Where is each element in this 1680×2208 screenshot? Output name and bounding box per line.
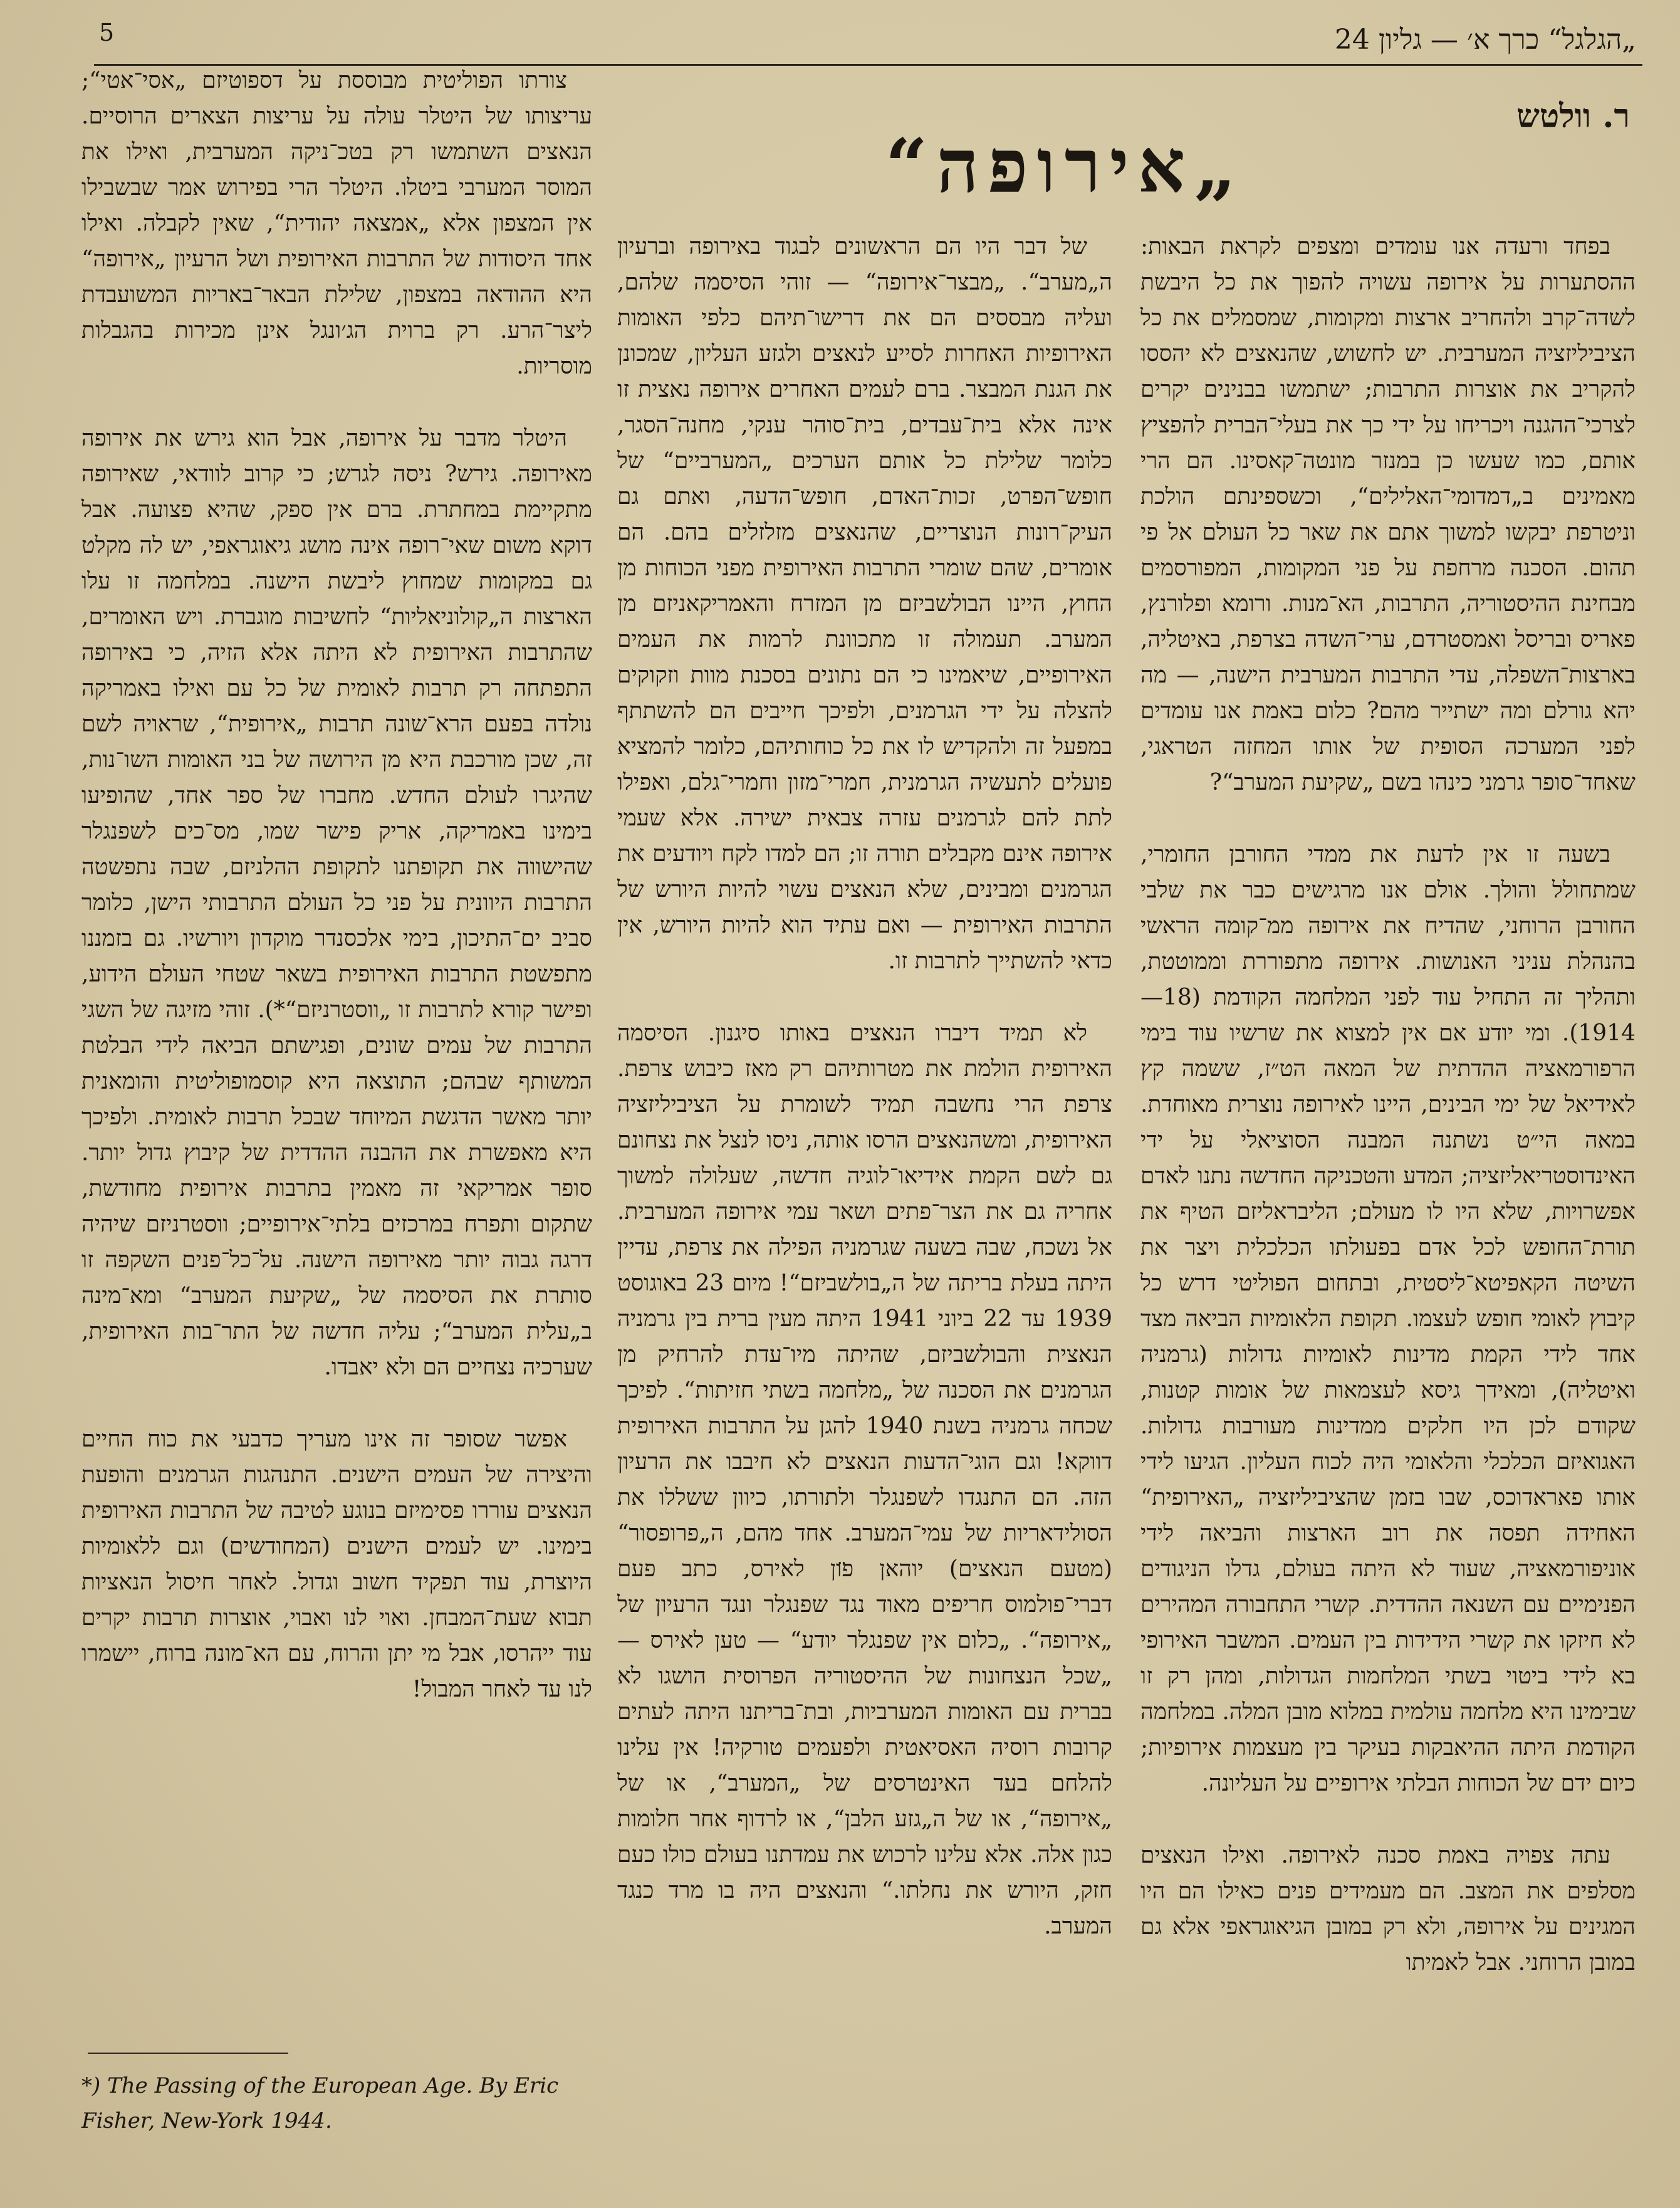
article-author: ר. וולטש: [1516, 97, 1630, 135]
page-number: 5: [99, 19, 115, 46]
paragraph: בשעה זו אין לדעת את ממדי החורבן החומרי, שמתחולל והולך. אולם אנו מרגישים כבר את שלבי החורבן הרוחני, שהדיח את אירופה ממ־קומה הראשי בהנהלת עניני האנושות. אירופה מתפוררת וממוטטת, ותהליך זה התחיל עוד לפני המלחמה הקודמת (18—1914). ומי יודע אם אין למצוא את שרשיו עוד בימי הרפורמאציה ההדתית של המאה הט״ז, ששמה קץ לאידיאל של ימי הבינים, היינו לאירופה נוצרית מאוחדת. במאה הי״ט נשתנה המבנה הסוציאלי על ידי האינדוסטריאליזציה; המדע והטכניקה החדשה נתנו לאדם אפשרויות, שלא היו לו מעולם; הליבראליזם הטיף את תורת־החופש לכל אדם בפעולתו הכלכלית ויצר את השיטה הקאפיטא־ליסטית, ובתחום הפוליטי דרש כל קיבוץ לאומי חופש לעצמו. תקופת הלאומיות הביאה מצד אחד לידי הקמת מדינות לאומיות גדולות (גרמניה ואיטליה), ומאידך גיסא לעצמאות של אומות קטנות, שקודם לכן היו חלקים ממדינות מעורבות גדולות. האגואיזם הכלכלי והלאומי היה לכוח העליון. הגיעו לידי אותו פאראדוכס, שבו בזמן שהציביליזציה „האירופית“ האחידה תפסה את רוב הארצות והביאה לידי אוניפורמאציה, שעוד לא היתה בעולם, גדלו הניגודים הפנימיים עם השנאה ההדדית. קשרי התחבורה המהירים לא חיזקו את קשרי הידידות בין העמים. המשבר האירופי בא לידי ביטוי בשתי המלחמות הגדולות, ומהן רק זו שבימינו היא מלחמה עולמית במלוא מובן המלה. במלחמה הקודמת היתה ההיאבקות בעיקר בין מעצמות אירופיות; כיום ידם של הכוחות הבלתי אירופיים על העליונה.: [1140, 842, 1636, 1796]
paragraph: עתה צפויה באמת סכנה לאירופה. ואילו הנאצים מסלפים את המצב. הם מעמידים פנים כאילו הם היו המגינים על אירופה, ולא רק במובן הגיאוגראפי אלא גם במובן הרוחני. אבל לאמיתו: [1140, 1843, 1636, 1975]
running-head: „הגלגל“ כרך א׳ — גליון 24: [1334, 24, 1636, 56]
paragraph: היטלר מדבר על אירופה, אבל הוא גירש את אירופה מאירופה. גירש? ניסה לגרש; כי קרוב לוודאי, שאירופה מתקיימת במחתרת. ברם אין ספק, שהיא פצועה. אבל דוקא משום שאי־רופה אינה מושג גיאוגראפי, יש לה מקלט גם במקומות שמחוץ ליבשת הישנה. במלחמה זו עלו הארצות ה„קולוניאליות“ לחשיבות מוגברת. ויש האומרים, שהתרבות האירופית לא היתה אלא הזיה, כי באירופה התפתחה רק תרבות לאומית של כל עם ואילו באמריקה נולדה בפעם הרא־שונה תרבות „אירופית“, שראויה לשם זה, שכן מורכבת היא מן הירושה של בני האומות השו־נות, שהיגרו לעולם החדש. מחברו של ספר אחד, שהופיעו בימינו באמריקה, אריק פישר שמו, מס־כים לשפנגלר שהישווה את תקופתנו לתקופת ההלניזם, שבה נתפשטה התרבות היוונית על פני כל העולם התרבותי הישן, כלומר סביב ים־התיכון, בימי אלכסנדר מוקדון ויורשיו. גם בזמננו מתפשטת התרבות האירופית בשאר שטחי העולם הידוע, ופישר קורא לתרבות זו „ווסטרניזם“*). זוהי מזיגה של השגי התרבות של עמים שונים, ופגישתם הביאה לידי הבלטת המשותף שבהם; התוצאה היא קוסמופוליטית והומאנית יותר מאשר הדגשת המיוחד שבכל תרבות לאומית. ולפיכך היא מאפשרת את ההבנה ההדדית של קיבוץ גדול יותר. סופר אמריקאי זה מאמין בתרבות אירופית מחודשת, שתקום ותפרח במרכזים בלתי־אירופיים; ווסטרניזם שיהיה דרגה גבוה יותר מאירופה הישנה. על־כל־פנים השקפה זו סותרת את הסיסמה של „שקיעת המערב“ ומא־מינה ב„עלית המערב“; עליה חדשה של התר־בות האירופית, שערכיה נצחיים הם ולא יאבדו.: [81, 426, 592, 1380]
text-column-left: [81, 63, 592, 1707]
footnote-divider: [88, 2053, 288, 2054]
paragraph: בפחד ורעדה אנו עומדים ומצפים לקראת הבאות: ההסתערות על אירופה עשויה להפוך את כל היבשת לשדה־קרב ולהחריב ארצות ומקומות, שמסמלים את כל הציביליזציה המערבית. יש לחשוש, שהנאצים לא יהססו להקריב את אוצרות התרבות; ישתמשו בבנינים יקרים לצרכי־ההגנה ויכריחו על ידי כך את בעלי־הברית להפציץ אותם, כמו שעשו כן במנזר מונטה־קאסינו. הם הרי מאמינים ב„דמדומי־האלילים“, וכשספינתם הולכת וניטרפת יבקשו למשוך אתם את שאר כל העולם אל פי תהום. הסכנה מרחפת על פני המקומות, המפורסמים מבחינת ההיסטוריה, התרבות, הא־מנות. ורומא ופלורנץ, פאריס ובריסל ואמסטרדם, ערי־השדה בצרפת, באיטליה, בארצות־השפלה, עדי התרבות המערבית הישנה, — מה יהא גורלם ומה ישתייר מהם? כלום באמת אנו עומדים לפני המערכה הסופית של אותו המחזה הטראגי, שאחד־סופר גרמני כינהו בשם „שקיעת המערב“?: [1140, 234, 1636, 795]
article-title: „אירופה“: [885, 122, 1246, 209]
paragraph: של דבר היו הם הראשונים לבגוד באירופה וברעיון ה„מערב“. „מבצר־אירופה“ — זוהי הסיסמה שלהם, ועליה מבססים הם את דרישו־תיהם כלפי האומות האירופיות האחרות לסייע לנאצים ולגזע העליון, שמכונן את הגנת המבצר. ברם לעמים האחרים אירופה נאצית זו אינה אלא בית־עבדים, בית־סוהר ענקי, מחנה־הסגר, כלומר שלילת כל אותם הערכים „המערביים“ של חופש־הפרט, זכות־האדם, חופש־הדעה, ואתם גם העיק־רונות הנוצריים, שהנאצים מזלזלים בהם. הם אומרים, שהם שומרי התרבות האירופית מפני הכוחות מן החוץ, היינו הבולשביזם מן המזרח והאמריקאניזם מן המערב. תעמולה זו מתכוונת לרמות את העמים האירופיים, שיאמינו כי הם נתונים בסכנת מוות וזקוקים להצלה על ידי הגרמנים, ולפיכך חייבים הם להשתתף במפעל זה ולהקדיש לו את כל כוחותיהם, כלומר להמציא פועלים לתעשיה הגרמנית, חמרי־מזון וחמרי־גלם, ואפילו לתת להם לגרמנים עזרה צבאית ישירה. אלא שעמי אירופה אינם מקבלים תורה זו; הם למדו לקח ויודעים את הגרמנים ומבינים, שלא הנאצים עשוי להיות היורש של התרבות האירופית — ואם עתיד הוא להיות היורש, אין כדאי להשתייך לתרבות זו.: [617, 234, 1112, 974]
paragraph: צורתו הפוליטית מבוססת על דספוטיזם „אסי־אטי“; עריצותו של היטלר עולה על עריצות הצארים הרוסיים. הנאצים השתמשו רק בטכ־ניקה המערבית, ואילו את המוסר המערבי ביטלו. היטלר הרי בפירוש אמר שבשבילו אין המצפון אלא „אמצאה יהודית“, שאין לקבלה. ואילו אחד היסודות של התרבות האירופית ושל הרעיון „אירופה“ היא ההודאה במצפון, שלילת הבאר־באריות המשועבדת ליצר־הרע. רק ברוית הג׳ונגל אינן מכירות בהגבלות מוסריות.: [81, 68, 592, 379]
footnote: *) The Passing of the European Age. By Eric Fisher, New-York 1944.: [81, 2073, 559, 2133]
text-column-right: [1140, 229, 1636, 1980]
text-column-middle: [617, 229, 1112, 1944]
paragraph: אפשר שסופר זה אינו מעריך כדבעי את כוח החיים והיצירה של העמים הישנים. התנהגות הגרמנים והופעת הנאצים עוררו פסימיזם בנוגע לטיבה של התרבות האירופית בימינו. יש לעמים הישנים (המחודשים) וגם ללאומיות היוצרת, עוד תפקיד חשוב וגדול. לאחר חיסול הנאציות תבוא שעת־המבחן. ואוי לנו ואבוי, אוצרות תרבות יקרים עוד ייהרסו, אבל מי יתן והרוח, עם הא־מונה ברוח, יישמרו לנו עד לאחר המבול!: [81, 1426, 592, 1702]
page-header: [94, 19, 1642, 66]
paragraph: לא תמיד דיברו הנאצים באותו סיגנון. הסיסמה האירופית הולמת את מטרותיהם רק מאז כיבוש צרפת. צרפת הרי נחשבה תמיד לשומרת על הציביליזציה האירופית, ומשהנאצים הרסו אותה, ניסו לנצל את נצחונם גם לשם הקמת אידיאו־לוגיה חדשה, שעלולה למשוך אחריה גם את הצר־פתים ושאר עמי אירופה המערבית. אל נשכח, שבה בשעה שגרמניה הפילה את צרפת, עדיין היתה בעלת בריתה של ה„בולשביזם“! מיום 23 באוגוסט 1939 עד 22 ביוני 1941 היתה מעין ברית בין גרמניה הנאצית והבולשביזם, שהיתה מיו־עדת להרחיק מן הגרמנים את הסכנה של „מלחמה בשתי חזיתות“. לפיכך שכחה גרמניה בשנת 1940 להגן על התרבות האירופית דווקא! וגם הוגי־הדעות הנאצים לא חיבבו את הרעיון הזה. הם התנגדו לשפנגלר ולתורתו, כיוון ששללו את הסולידאריות של עמי־המערב. אחד מהם, ה„פרופסור“ (מטעם הנאצים) יוהאן פ̈ון לאירס, כתב פעם דברי־פולמוס חריפים מאוד נגד שפנגלר ונגד הרעיון של „אירופה“. „כלום אין שפנגלר יודע“ — טען לאירס — „שכל הנצחונות של ההיסטוריה הפרוסית הושגו לא בברית עם האומות המערביות, ובת־בריתנו היתה לעתים קרובות רוסיה האסיאטית ולפעמים טורקיה! אין עלינו להלחם בעד האינטרסים של „המערב“, או של „אירופה“, או של ה„גזע הלבן“, או לרדוף אחר חלומות כגון אלה. אלא עלינו לרכוש את עמדתנו בעולם כולו כעם חזק, היורש את נחלתו.“ והנאצים היה בו מרד כנגד המערב.: [617, 1020, 1112, 1939]
